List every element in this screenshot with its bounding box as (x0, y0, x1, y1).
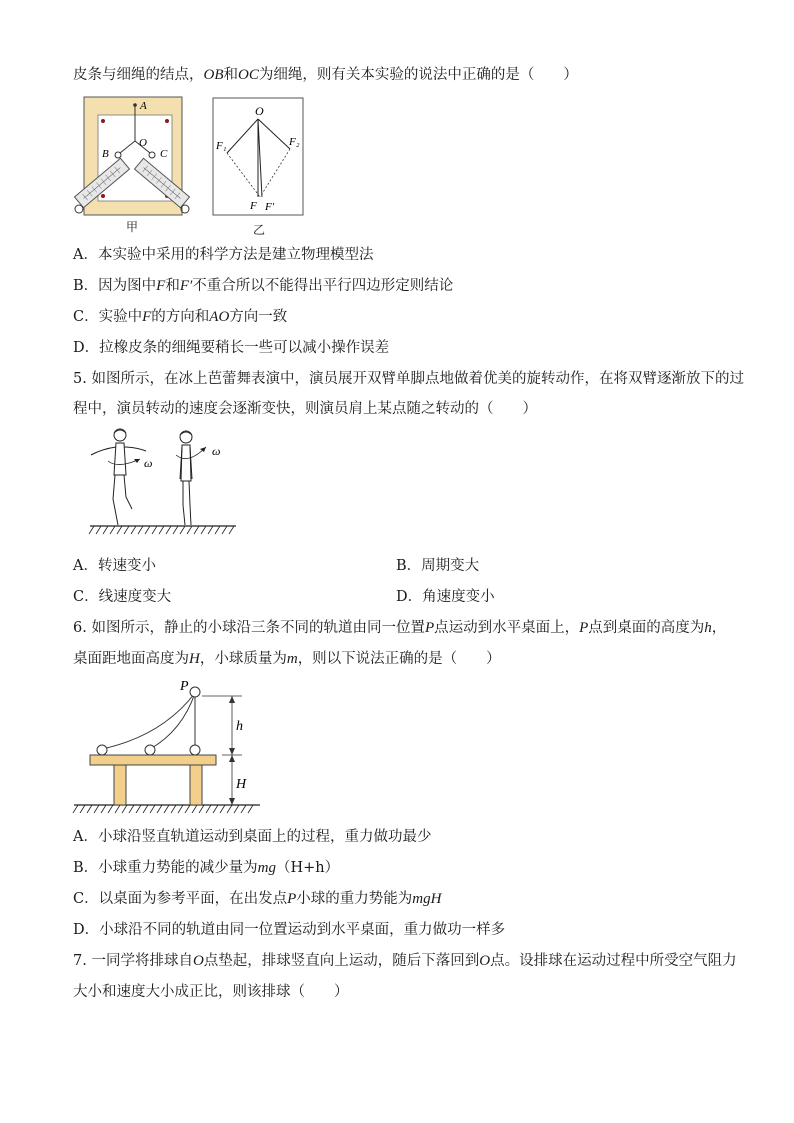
jia-label-c: C (160, 148, 168, 160)
yi-label-f: F (250, 200, 257, 212)
q6-stem-line1 (73, 618, 726, 638)
q4-stem-pre: 皮条与细绳的结点， (73, 67, 204, 83)
q6-line1-end: ， (711, 620, 727, 636)
q5-figure-skater (88, 425, 238, 537)
q4-stem-post: 为细绳，则有关本实验的说法中正确的是（ ） (258, 67, 578, 83)
q6-line2-H: H (189, 651, 200, 667)
q4-option-c-f: F (142, 309, 152, 325)
q5-stem-line2: 程中，演员转动的速度会逐渐变快，则演员肩上某点随之转动的（ ） (73, 401, 537, 417)
q4-option-c-mid: 的方向和 (151, 309, 210, 325)
q6-option-c (73, 889, 441, 909)
q5-option-c: C．线速度变大 (73, 589, 172, 605)
q6-option-b (73, 858, 339, 878)
q6-line2-m: m (286, 651, 298, 667)
q6-option-b-post: （H+h） (276, 860, 340, 876)
yi-label-fprime: F′ (265, 201, 275, 213)
q4-option-b-post: 不重合所以不能得出平行四边形定则结论 (192, 278, 454, 294)
q4-option-b-pre: B．因为图中 (73, 278, 157, 294)
yi-label-f1: F₁ (216, 140, 227, 152)
q4-figure-yi-caption: 乙 (253, 223, 266, 237)
q7-line1-pre: 7. 一同学将排球自 (73, 953, 193, 969)
q5-omega-1: ω (144, 456, 153, 470)
q6-stem-line2 (73, 649, 501, 669)
q6-label-H: H (236, 777, 247, 792)
q4-option-c (73, 307, 287, 327)
q4-option-c-ao: AO (209, 309, 230, 325)
q4-option-b (73, 276, 453, 296)
q4-option-b-fprime: F′ (179, 278, 193, 294)
jia-label-a: A (140, 100, 147, 112)
q4-option-d: D．拉橡皮条的细绳要稍长一些可以减小操作误差 (73, 340, 390, 356)
q6-option-b-pre: B．小球重力势能的减少量为 (73, 860, 258, 876)
q6-line1-mid: 点运动到水平桌面上， (434, 620, 580, 636)
q4-stem-ob: OB (203, 67, 224, 83)
jia-label-b: B (102, 148, 109, 160)
q7-line1-o: O (192, 953, 204, 969)
q6-line2-mid: ，小球质量为 (199, 651, 287, 667)
q5-option-d: D．角速度变小 (396, 589, 495, 605)
q6-option-c-expr: mgH (412, 891, 442, 907)
q6-option-a: A．小球沿竖直轨道运动到桌面上的过程，重力做功最少 (73, 829, 432, 845)
q6-label-p: P (180, 679, 189, 694)
q4-stem-and: 和 (223, 67, 238, 83)
q7-stem-line2: 大小和速度大小成正比，则该排球（ ） (73, 984, 349, 1000)
q4-option-c-pre: C．实验中 (73, 309, 143, 325)
q4-option-a: A．本实验中采用的科学方法是建立物理模型法 (73, 247, 374, 263)
q6-line1-p: P (424, 620, 435, 636)
q6-option-c-p: P (287, 891, 297, 907)
q7-stem-line1 (73, 951, 737, 971)
q4-figure-yi (212, 97, 304, 217)
q7-line1-o2: O (479, 953, 491, 969)
q6-line2-post: ，则以下说法正确的是（ ） (297, 651, 501, 667)
q6-option-b-expr: mg (257, 860, 276, 876)
q6-line1-h: h (704, 620, 712, 636)
q5-stem-line1: 5. 如图所示，在冰上芭蕾舞表演中，演员展开双臂单脚点地做着优美的旋转动作，在将双臂逐渐放下的过 (73, 371, 744, 387)
q4-stem (73, 65, 578, 85)
q5-option-b: B．周期变大 (396, 558, 480, 574)
q6-figure-table (72, 676, 262, 818)
q4-figure-jia-caption: 甲 (126, 220, 139, 234)
q7-line1-post: 点。设排球在运动过程中所受空气阻力 (490, 953, 737, 969)
q4-stem-oc: OC (238, 67, 259, 83)
q6-line1-p2: P (579, 620, 589, 636)
yi-label-o: O (255, 104, 264, 118)
q6-line1-mid2: 点到桌面的高度为 (588, 620, 705, 636)
q7-line1-mid: 点垫起，排球竖直向上运动，随后下落回到 (203, 953, 480, 969)
q6-line2-pre: 桌面距地面高度为 (73, 651, 189, 667)
q4-option-b-mid: 和 (165, 278, 180, 294)
q6-option-c-mid: 小球的重力势能为 (296, 891, 413, 907)
q5-option-a: A．转速变小 (73, 558, 156, 574)
q6-option-c-pre: C．以桌面为参考平面，在出发点 (73, 891, 288, 907)
q6-line1-pre: 6. 如图所示，静止的小球沿三条不同的轨道由同一位置 (73, 620, 425, 636)
jia-label-o: O (139, 137, 147, 149)
yi-label-f2: F₂ (289, 136, 300, 148)
q5-omega-2: ω (212, 444, 221, 458)
q4-option-c-post: 方向一致 (229, 309, 288, 325)
q4-option-b-f: F (156, 278, 166, 294)
q4-figure-jia (70, 95, 194, 235)
q6-label-h: h (236, 719, 243, 734)
q6-option-d: D．小球沿不同的轨道由同一位置运动到水平桌面，重力做功一样多 (73, 922, 506, 938)
